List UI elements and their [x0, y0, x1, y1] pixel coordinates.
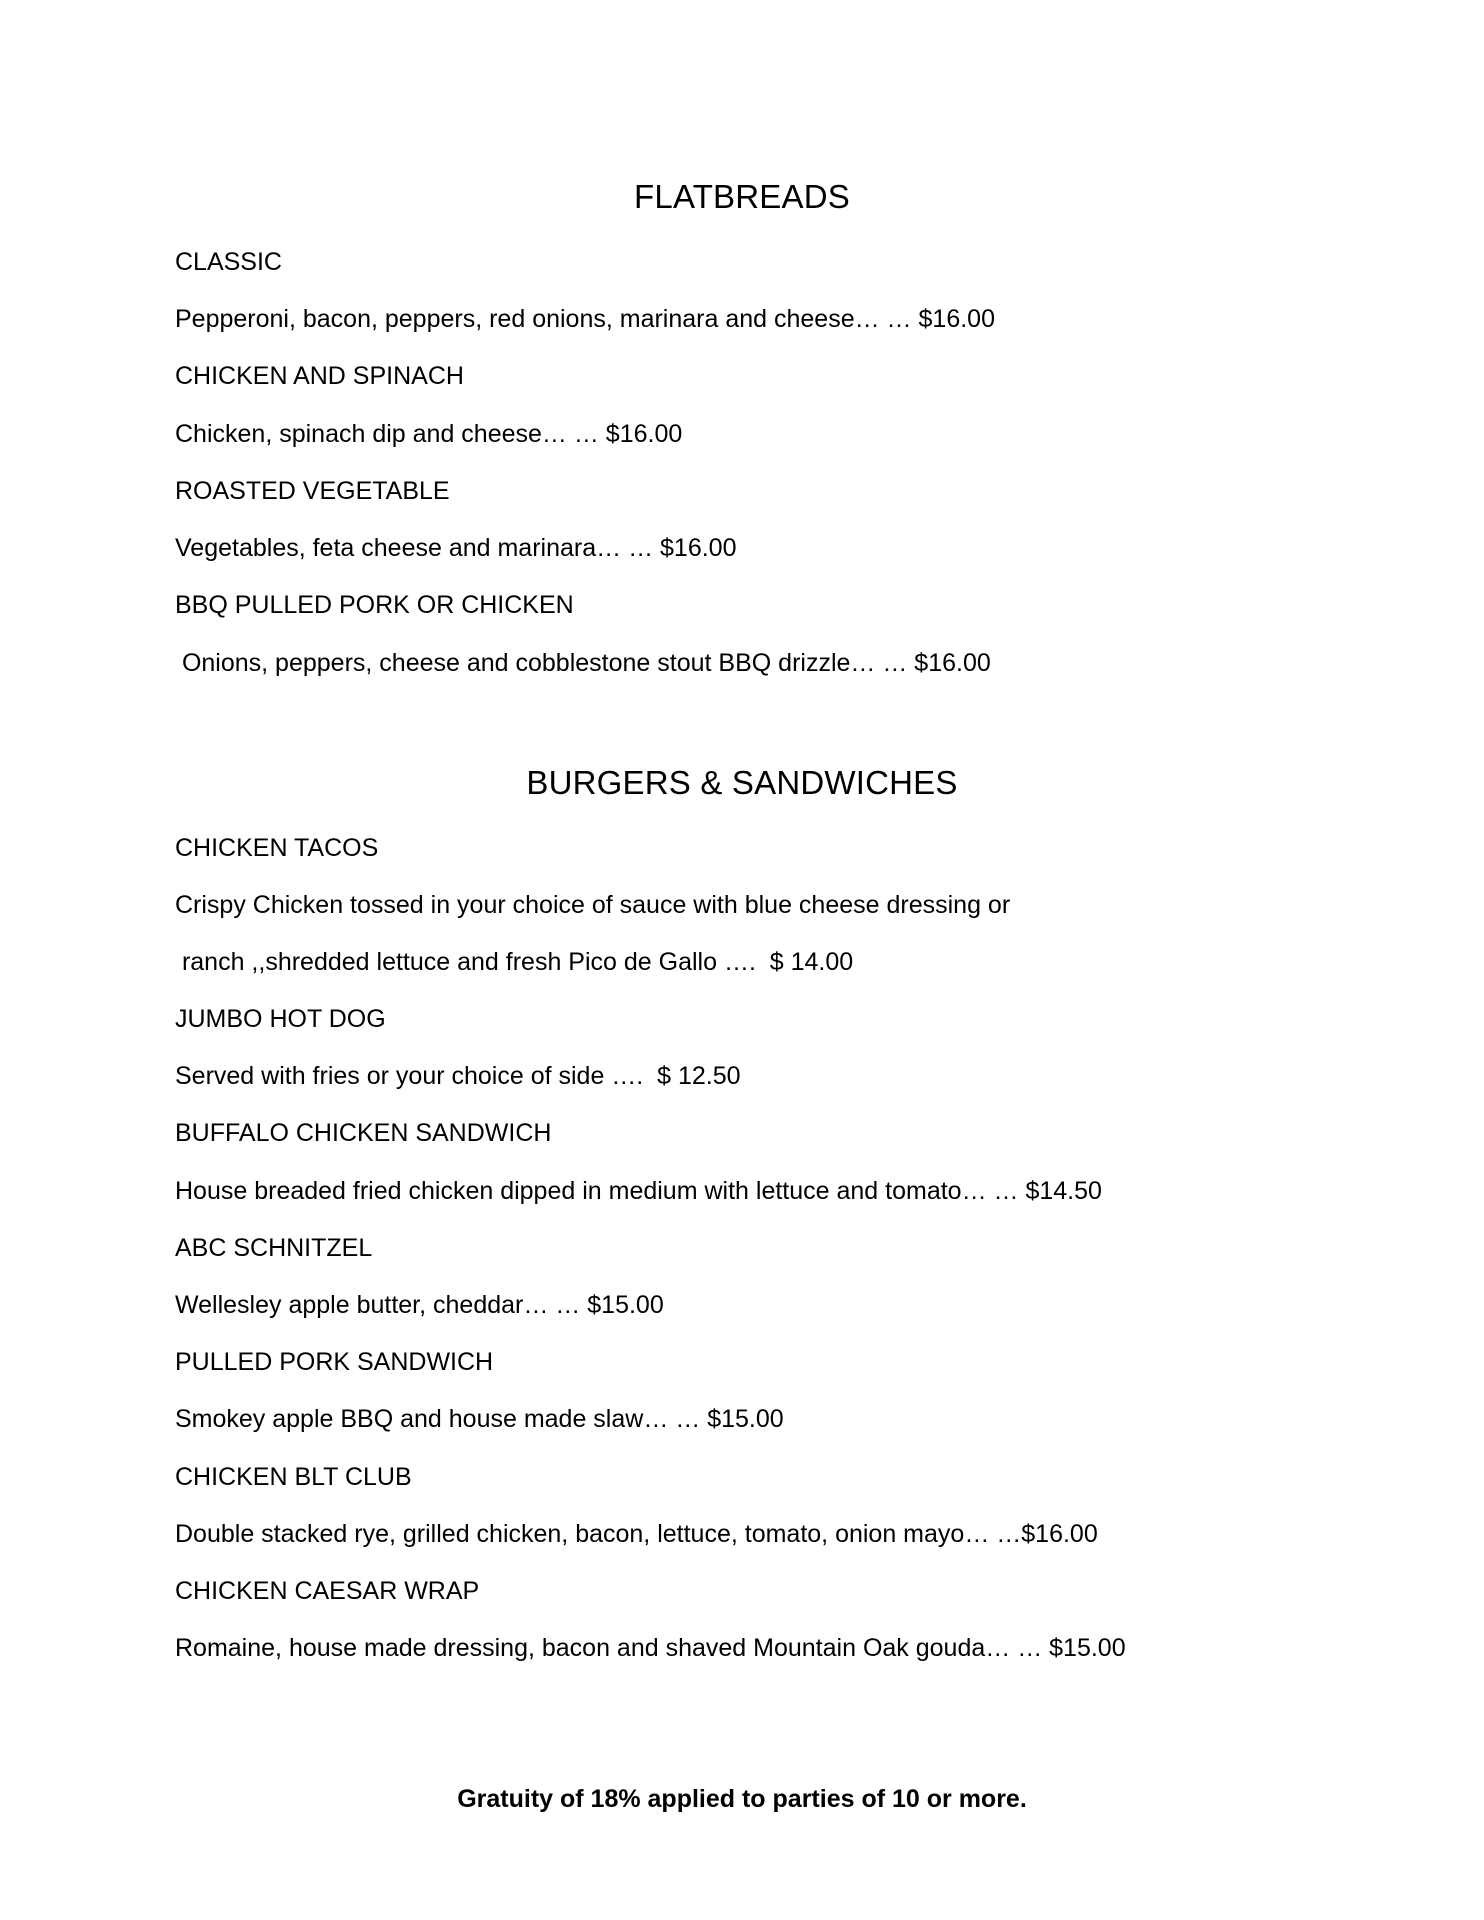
menu-item-description: Smokey apple BBQ and house made slaw… … $15.00	[175, 1405, 784, 1433]
menu-item-name: BUFFALO CHICKEN SANDWICH	[175, 1119, 552, 1147]
menu-item-description: Double stacked rye, grilled chicken, bacon, lettuce, tomato, onion mayo… …$16.00	[175, 1520, 1098, 1548]
menu-item-description-line2: ranch ,,shredded lettuce and fresh Pico de Gallo …. $ 14.00	[175, 948, 854, 976]
menu-item-description: Served with fries or your choice of side …. $ 12.50	[175, 1062, 741, 1090]
menu-item-name: CHICKEN TACOS	[175, 834, 379, 862]
menu-item-description: Crispy Chicken tossed in your choice of sauce with blue cheese dressing or	[175, 891, 1011, 919]
menu-item-description: Vegetables, feta cheese and marinara… … $16.00	[175, 534, 737, 562]
menu-item-description: Onions, peppers, cheese and cobblestone stout BBQ drizzle… … $16.00	[175, 649, 991, 677]
menu-item-name: CHICKEN CAESAR WRAP	[175, 1577, 480, 1605]
burgers-title: BURGERS & SANDWICHES	[526, 764, 958, 801]
menu-item-name: PULLED PORK SANDWICH	[175, 1348, 494, 1376]
menu-item-description: Pepperoni, bacon, peppers, red onions, marinara and cheese… … $16.00	[175, 305, 995, 333]
menu-item-name: CHICKEN BLT CLUB	[175, 1463, 412, 1491]
menu-item-description: Wellesley apple butter, cheddar… … $15.00	[175, 1291, 664, 1319]
menu-item-description: Chicken, spinach dip and cheese… … $16.00	[175, 420, 683, 448]
menu-item-name: CLASSIC	[175, 248, 282, 276]
menu-item-name: BBQ PULLED PORK OR CHICKEN	[175, 591, 574, 619]
menu-item-name: ABC SCHNITZEL	[175, 1234, 373, 1262]
gratuity-note: Gratuity of 18% applied to parties of 10 or more.	[457, 1785, 1027, 1813]
menu-item-description: Romaine, house made dressing, bacon and shaved Mountain Oak gouda… … $15.00	[175, 1634, 1126, 1662]
menu-item-description: House breaded fried chicken dipped in medium with lettuce and tomato… … $14.50	[175, 1177, 1102, 1205]
menu-item-name: JUMBO HOT DOG	[175, 1005, 386, 1033]
menu-item-name: ROASTED VEGETABLE	[175, 477, 450, 505]
flatbreads-title: FLATBREADS	[634, 178, 850, 215]
menu-item-name: CHICKEN AND SPINACH	[175, 362, 464, 390]
